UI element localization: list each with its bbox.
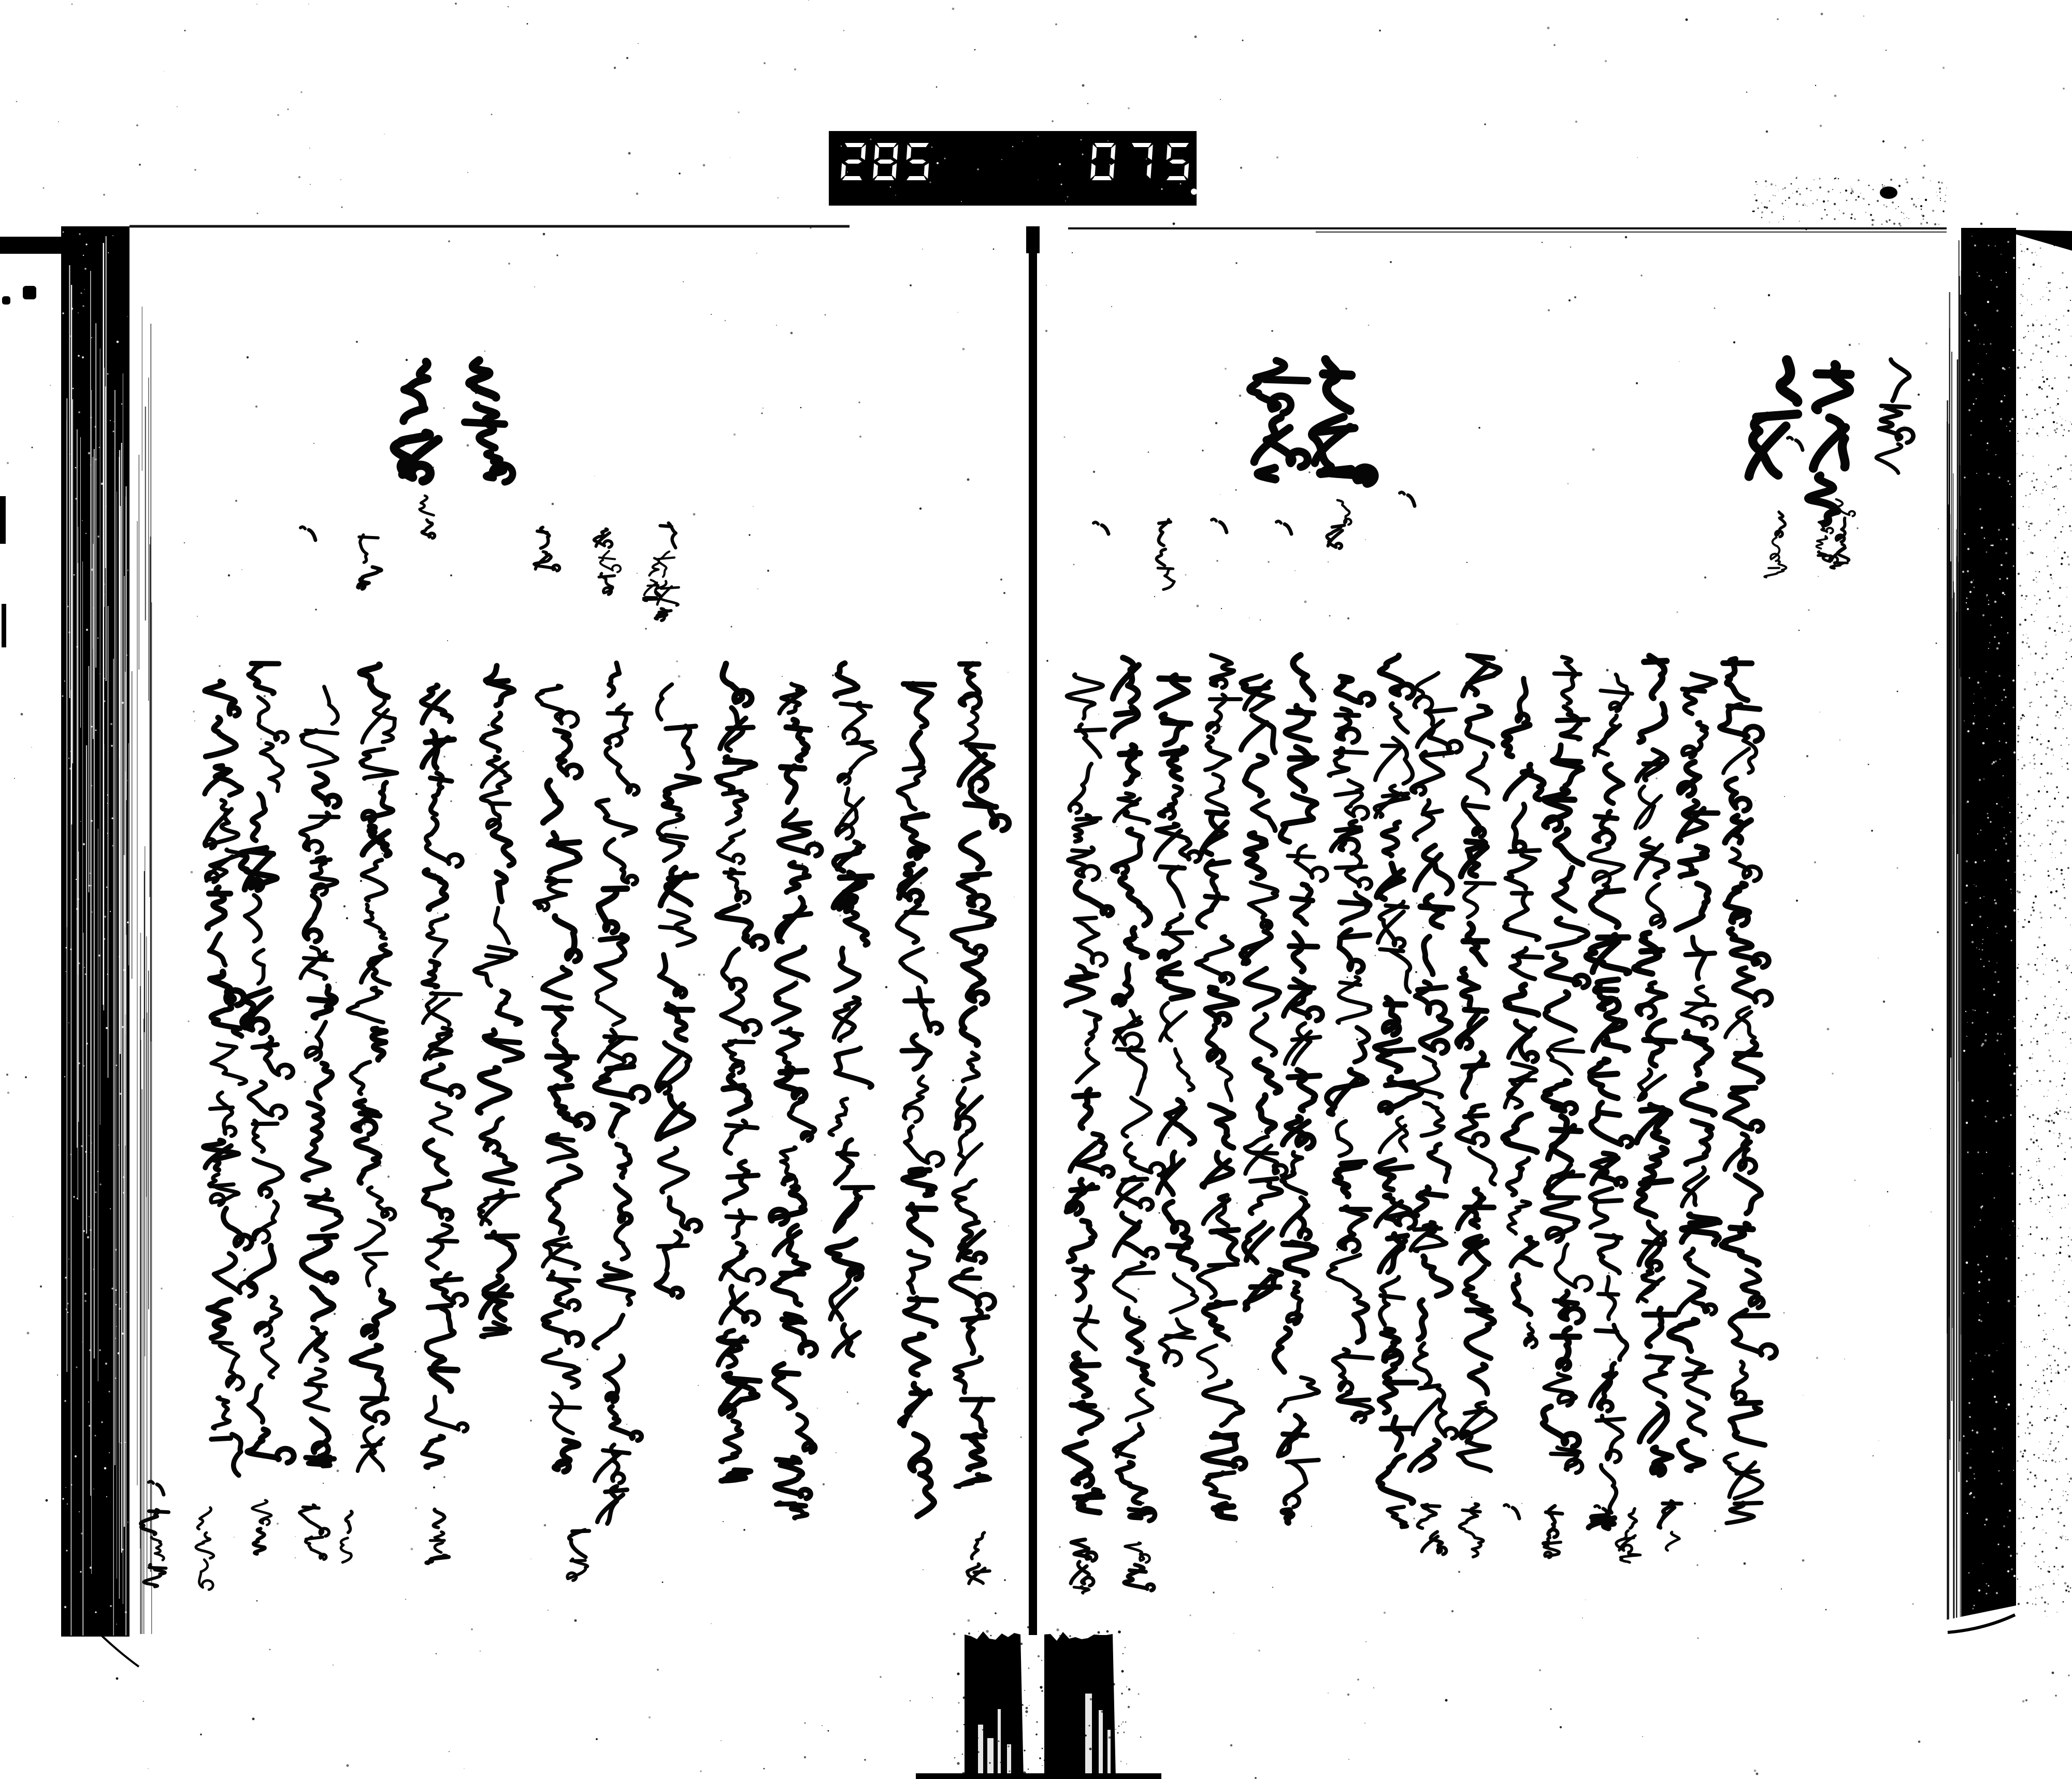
bottom-strip	[916, 1773, 1161, 1779]
blotch-right-mass	[1044, 1632, 1116, 1779]
left-corner-bar	[0, 237, 77, 254]
right-edge-band	[1961, 228, 2016, 1622]
blotch-left-mass	[965, 1631, 1024, 1779]
counter-decimal-point	[1191, 189, 1197, 195]
counter-box	[829, 131, 1197, 206]
gutter-line	[1029, 226, 1037, 1635]
counter-display	[829, 131, 1197, 206]
